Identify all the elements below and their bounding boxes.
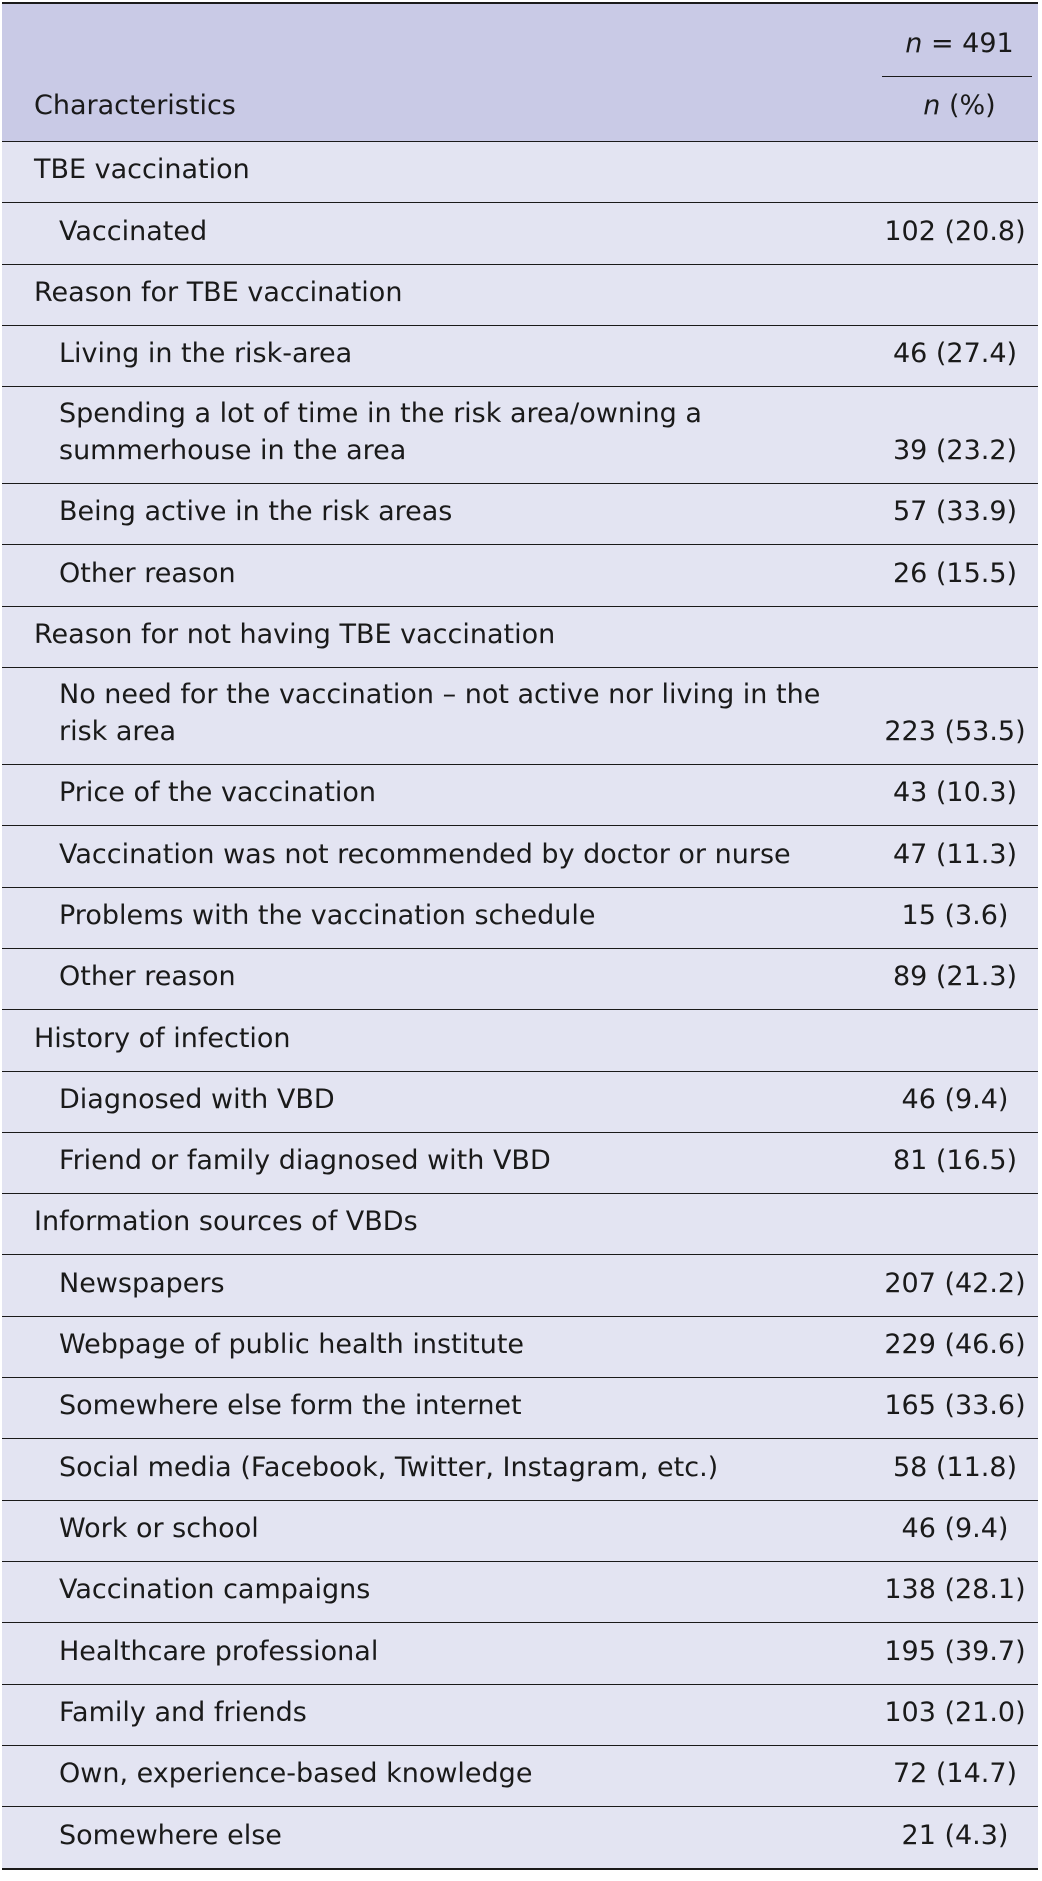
table-row	[2, 949, 1038, 1010]
row-value: 21 (4.3)	[901, 1820, 1009, 1852]
row-value: 58 (11.8)	[892, 1451, 1018, 1483]
row-value: 165 (33.6)	[884, 1390, 1026, 1422]
header-n-total	[882, 28, 1037, 59]
row-label: Other reason	[59, 557, 236, 589]
table-header	[2, 4, 1038, 142]
row-label: Somewhere else	[59, 1820, 282, 1852]
row-label: TBE vaccination	[34, 154, 250, 186]
row-label: Living in the risk-area	[59, 338, 353, 370]
header-n-total-value: = 491	[922, 28, 1014, 59]
row-value: 223 (53.5)	[884, 716, 1026, 748]
table-row	[2, 1378, 1038, 1439]
table-row	[2, 545, 1038, 606]
row-label: Diagnosed with VBD	[59, 1083, 335, 1115]
row-label: Information sources of VBDs	[34, 1206, 418, 1238]
row-label: Own, experience-based knowledge	[59, 1758, 533, 1790]
header-n-percent	[882, 90, 1037, 121]
table-row	[2, 326, 1038, 387]
row-label: Problems with the vaccination schedule	[59, 899, 596, 931]
row-value: 15 (3.6)	[901, 899, 1009, 931]
row-label: Price of the vaccination	[59, 777, 377, 809]
row-value: 81 (16.5)	[892, 1145, 1018, 1177]
characteristics-table	[2, 2, 1038, 1870]
table-row-vaccinated	[2, 203, 1038, 264]
row-value: 138 (28.1)	[884, 1574, 1026, 1606]
table-row	[2, 826, 1038, 887]
table-row	[2, 1746, 1038, 1807]
header-n-total-symbol: n	[905, 28, 923, 59]
row-value: 47 (11.3)	[892, 838, 1018, 870]
row-value: 229 (46.6)	[884, 1329, 1026, 1361]
row-label: Being active in the risk areas	[59, 496, 453, 528]
row-label: Newspapers	[59, 1267, 225, 1299]
row-label: Social media (Facebook, Twitter, Instagram, etc.)	[59, 1451, 719, 1483]
row-label: Vaccinated	[59, 215, 208, 247]
row-label: Reason for not having TBE vaccination	[34, 619, 556, 651]
table-row	[2, 888, 1038, 949]
header-rule	[882, 76, 1032, 77]
row-label: Reason for TBE vaccination	[34, 276, 403, 308]
row-value: 89 (21.3)	[892, 961, 1018, 993]
row-label: History of infection	[34, 1022, 291, 1054]
row-label: Vaccination campaigns	[59, 1574, 371, 1606]
table-row	[2, 668, 1038, 765]
row-value: 102 (20.8)	[884, 215, 1026, 247]
table-row	[2, 484, 1038, 545]
table-row	[2, 1807, 1038, 1868]
row-label: Other reason	[59, 961, 236, 993]
row-label: Family and friends	[59, 1696, 307, 1728]
table-row	[2, 1623, 1038, 1684]
table-row	[2, 1317, 1038, 1378]
section-row-information-sources	[2, 1194, 1038, 1255]
row-label: Vaccination was not recommended by doctor or nurse	[59, 838, 791, 870]
row-value: 207 (42.2)	[884, 1267, 1026, 1299]
row-label: Work or school	[59, 1512, 259, 1544]
row-value: 43 (10.3)	[892, 777, 1018, 809]
row-label: Spending a lot of time in the risk area/owning a summerhouse in the area	[59, 398, 702, 467]
row-value: 46 (27.4)	[892, 338, 1018, 370]
table-row	[2, 765, 1038, 826]
section-row-tbe-vaccination	[2, 142, 1038, 203]
row-value: 72 (14.7)	[892, 1758, 1018, 1790]
table-row	[2, 1562, 1038, 1623]
row-value: 46 (9.4)	[901, 1083, 1009, 1115]
row-value: 26 (15.5)	[892, 557, 1018, 589]
row-value: 46 (9.4)	[901, 1512, 1009, 1544]
row-label: Healthcare professional	[59, 1635, 379, 1667]
row-value: 39 (23.2)	[892, 435, 1018, 467]
row-value: 57 (33.9)	[892, 496, 1018, 528]
table-row	[2, 1255, 1038, 1316]
table-row	[2, 1501, 1038, 1562]
row-label: Somewhere else form the internet	[59, 1390, 522, 1422]
table-row	[2, 387, 1038, 484]
section-row-reason-for-vaccination	[2, 265, 1038, 326]
table-row	[2, 1439, 1038, 1500]
row-label: No need for the vaccination – not active nor living in the risk area	[59, 679, 821, 748]
section-row-history-of-infection	[2, 1010, 1038, 1071]
header-characteristics: Characteristics	[34, 90, 236, 121]
header-n-percent-symbol: n	[923, 90, 941, 121]
table-row	[2, 1072, 1038, 1133]
row-value: 103 (21.0)	[884, 1696, 1026, 1728]
table-row	[2, 1133, 1038, 1194]
header-n-percent-unit: (%)	[940, 90, 996, 121]
row-label: Webpage of public health institute	[59, 1329, 525, 1361]
section-row-reason-not-vaccinated	[2, 607, 1038, 668]
table-row	[2, 1685, 1038, 1746]
row-label: Friend or family diagnosed with VBD	[59, 1145, 551, 1177]
row-value: 195 (39.7)	[884, 1635, 1026, 1667]
